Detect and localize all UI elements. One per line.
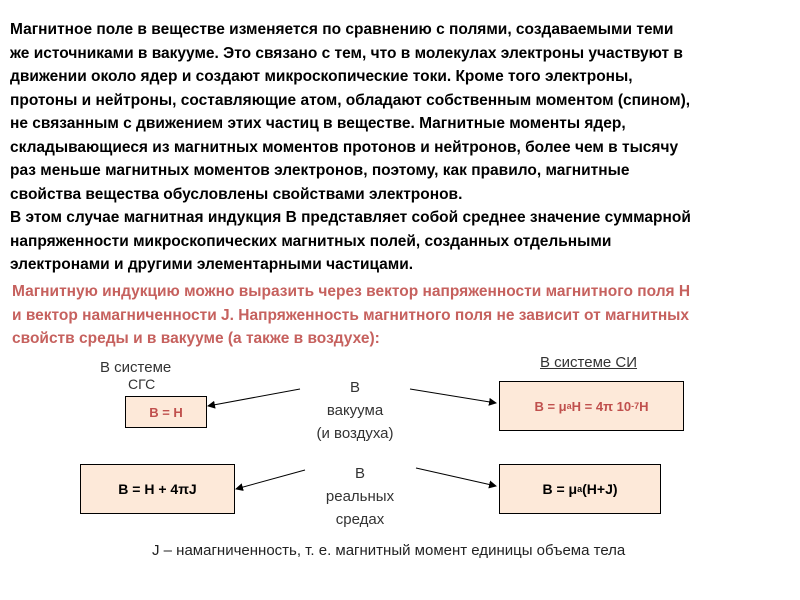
label-real-1: В (354, 465, 365, 482)
main-line: раз меньше магнитных моментов электронов, поэтому, как правило, магнитные (10, 162, 630, 179)
formula-part: (Н+J) (582, 481, 618, 497)
main-line: напряженности микроскопических магнитных полей, созданных отдельными (10, 232, 612, 250)
main-line: же источниками в вакууме. Это связано с тем, что в молекулах электроны участвуют в (10, 44, 683, 62)
formula-exp: -7 (631, 401, 640, 411)
main-line: электронами и другими элементарными частицами. (10, 256, 414, 273)
red-line: свойств среды и в вакууме (а также в воздухе): (12, 330, 380, 347)
formula-part: Н (639, 398, 649, 414)
label-gauss: СГС (128, 376, 156, 392)
magnetization-note: J – намагниченность, т. е. магнитный момент единицы объема тела (152, 542, 626, 559)
label-vacuum-2: вакуума (326, 402, 384, 419)
formula-sub: a (566, 401, 572, 411)
label-vacuum-1: В (349, 379, 360, 396)
arrow-to-si (410, 389, 496, 403)
label-in-system-left: В системе (100, 359, 172, 376)
red-line: и вектор намагниченности J. Напряженность магнитного поля не зависит от магнитных (12, 306, 690, 324)
main-line: Магнитное поле в веществе изменяется по сравнению с полями, создаваемыми теми (10, 21, 674, 38)
formula-part: В = μ (542, 481, 578, 497)
label-real-3: средах (335, 511, 385, 528)
label-vacuum-3: (и воздуха) (316, 425, 394, 442)
main-line: протоны и нейтроны, составляющие атом, обладают собственным моментом (спином), (10, 91, 691, 109)
red-line: Магнитную индукцию можно выразить через вектор напряженности магнитного поля Н (12, 283, 691, 300)
main-line: не связанным с движением этих частиц в веществе. Магнитные моменты ядер, (10, 115, 626, 132)
arrow-to-real-left (236, 470, 305, 489)
main-line: свойства вещества обусловлены свойствами электронов. (10, 185, 463, 203)
formula-text: В = Н + 4πJ (118, 481, 197, 497)
main-line: В этом случае магнитная индукция В представляет собой среднее значение суммарной (10, 209, 691, 226)
formula-text: В = Н (149, 404, 183, 420)
formula-part: Н = 4π 10 (571, 398, 632, 414)
main-line: складывающиеся из магнитных моментов протонов и нейтронов, более чем в тысячу (10, 138, 679, 156)
arrow-to-cgs (208, 389, 300, 406)
formula-part: В = μ (534, 398, 567, 414)
label-real-2: реальных (325, 488, 395, 505)
formula-sub: a (577, 484, 583, 494)
label-in-system-si: В системе СИ (540, 354, 638, 371)
arrow-to-real-right (416, 468, 496, 486)
main-line: движении около ядер и создают микроскопические токи. Кроме того электроны, (10, 68, 633, 85)
